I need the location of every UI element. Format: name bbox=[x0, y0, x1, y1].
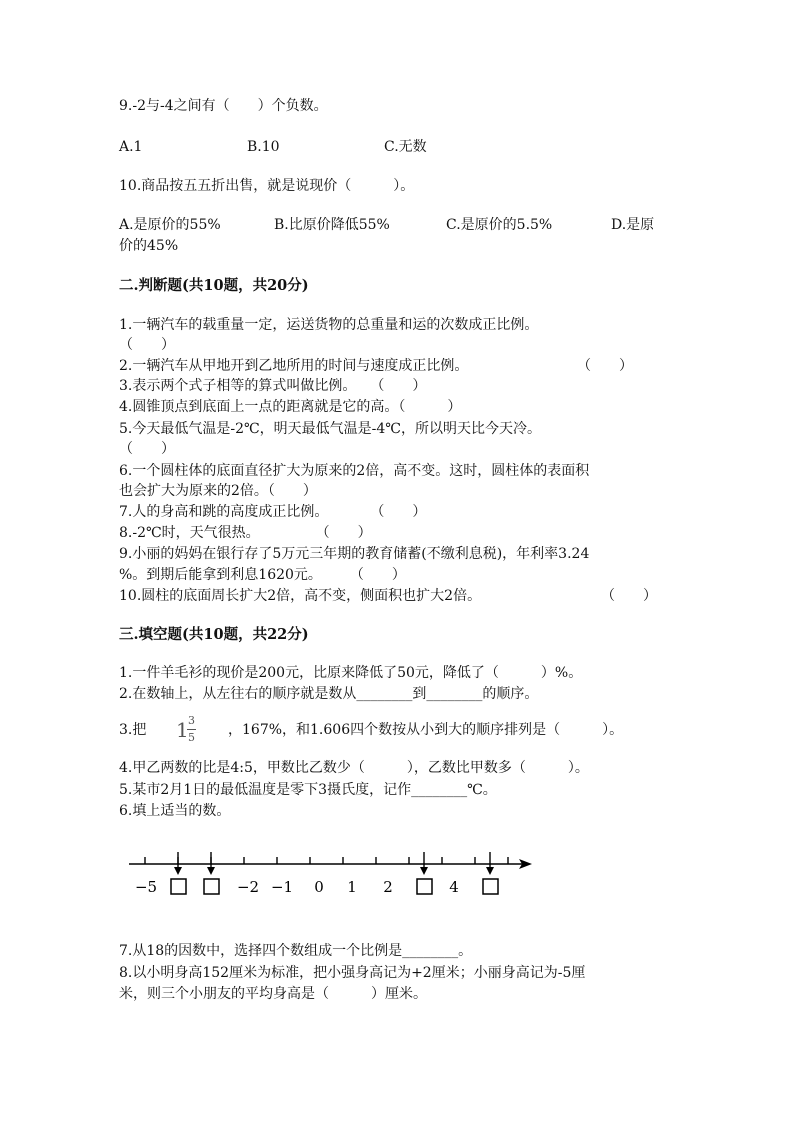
judge-q4: 4.圆锥顶点到底面上一点的距离就是它的高。（ ） bbox=[119, 399, 462, 415]
judge-q2-paren: （ ） bbox=[577, 358, 633, 374]
judge-section-heading: 二.判断题(共10题，共20分) bbox=[119, 277, 309, 294]
number-line-label: 2 bbox=[383, 878, 393, 896]
judge-q6-cont: 也会扩大为原来的2倍。（ ） bbox=[119, 483, 317, 499]
answer-box[interactable] bbox=[417, 879, 432, 894]
answer-box[interactable] bbox=[171, 879, 186, 894]
mc-q9-option-a: A.1 bbox=[119, 139, 143, 155]
judge-q8: 8.-2℃时，天气很热。 （ ） bbox=[119, 525, 372, 541]
mc-q10-option-b: B.比原价降低55% bbox=[274, 217, 390, 233]
fill-q8: 8.以小明身高152厘米为标准，把小强身高记为+2厘米；小丽身高记为-5厘 bbox=[119, 965, 586, 981]
judge-q5: 5.今天最低气温是-2℃，明天最低气温是-4℃，所以明天比今天冷。 bbox=[119, 421, 541, 437]
judge-q1: 1.一辆汽车的载重量一定，运送货物的总重量和运的次数成正比例。 bbox=[119, 317, 539, 333]
mixed-fraction bbox=[176, 714, 200, 748]
fill-section-heading: 三.填空题(共10题，共22分) bbox=[119, 626, 309, 643]
judge-q9-cont: %。到期后能拿到利息1620元。 （ ） bbox=[119, 567, 406, 583]
fraction-denominator: 5 bbox=[188, 731, 195, 744]
number-line-label: −5 bbox=[134, 878, 158, 896]
number-line-label: 1 bbox=[347, 878, 357, 896]
fraction-whole: 1 bbox=[176, 718, 189, 742]
mc-q10-option-d-cont: 价的45% bbox=[119, 238, 179, 254]
number-line-label: −1 bbox=[270, 878, 294, 896]
fill-q1: 1.一件羊毛衫的现价是200元，比原来降低了50元，降低了（ ）%。 bbox=[119, 665, 583, 681]
fill-q3-text: ，167%，和1.606四个数按从小到大的顺序排列是（ ）。 bbox=[228, 722, 624, 738]
judge-q10: 10.圆柱的底面周长扩大2倍，高不变，侧面积也扩大2倍。 bbox=[119, 588, 482, 604]
mc-q10-option-d: D.是原 bbox=[611, 217, 655, 233]
judge-q10-paren: （ ） bbox=[601, 588, 657, 604]
answer-box[interactable] bbox=[204, 879, 219, 894]
mc-q10-option-a: A.是原价的55% bbox=[119, 217, 221, 233]
number-line-label: −2 bbox=[236, 878, 260, 896]
mc-q10-stem: 10.商品按五五折出售，就是说现价（ ）。 bbox=[119, 178, 415, 194]
fill-q4: 4.甲乙两数的比是4:5，甲数比乙数少（ ），乙数比甲数多（ ）。 bbox=[119, 760, 589, 776]
judge-q3: 3.表示两个式子相等的算式叫做比例。 （ ） bbox=[119, 378, 427, 394]
fill-q8-cont: 米，则三个小朋友的平均身高是（ ）厘米。 bbox=[119, 986, 427, 1002]
number-line-figure bbox=[126, 846, 546, 906]
judge-q5-paren: （ ） bbox=[119, 441, 175, 457]
fill-q3-prefix: 3.把 bbox=[119, 722, 147, 738]
number-line-label: 0 bbox=[314, 878, 324, 896]
mc-q10-option-c: C.是原价的5.5% bbox=[446, 217, 553, 233]
mc-q9-option-c: C.无数 bbox=[384, 139, 427, 155]
fill-q2: 2.在数轴上，从左往右的顺序就是数从________到________的顺序。 bbox=[119, 686, 539, 702]
judge-q2: 2.一辆汽车从甲地开到乙地所用的时间与速度成正比例。 bbox=[119, 358, 469, 374]
fill-q6: 6.填上适当的数。 bbox=[119, 803, 231, 819]
judge-q9: 9.小丽的妈妈在银行存了5万元三年期的教育储蓄(不缴利息税)，年利率3.24 bbox=[119, 546, 590, 562]
answer-box[interactable] bbox=[483, 879, 498, 894]
judge-q1-paren: （ ） bbox=[119, 337, 175, 353]
mc-q9-option-b: B.10 bbox=[247, 139, 280, 155]
fill-q5: 5.某市2月1日的最低温度是零下3摄氏度，记作________℃。 bbox=[119, 782, 497, 798]
fraction-numerator: 3 bbox=[188, 714, 195, 727]
judge-q6: 6.一个圆柱体的底面直径扩大为原来的2倍，高不变。这时，圆柱体的表面积 bbox=[119, 463, 590, 479]
number-line-label: 4 bbox=[449, 878, 459, 896]
fraction-bar bbox=[187, 729, 196, 730]
judge-q7: 7.人的身高和跳的高度成正比例。 （ ） bbox=[119, 504, 427, 520]
fill-q7: 7.从18的因数中，选择四个数组成一个比例是________。 bbox=[119, 943, 473, 959]
mc-q9-stem: 9.-2与-4之间有（ ）个负数。 bbox=[119, 98, 328, 114]
